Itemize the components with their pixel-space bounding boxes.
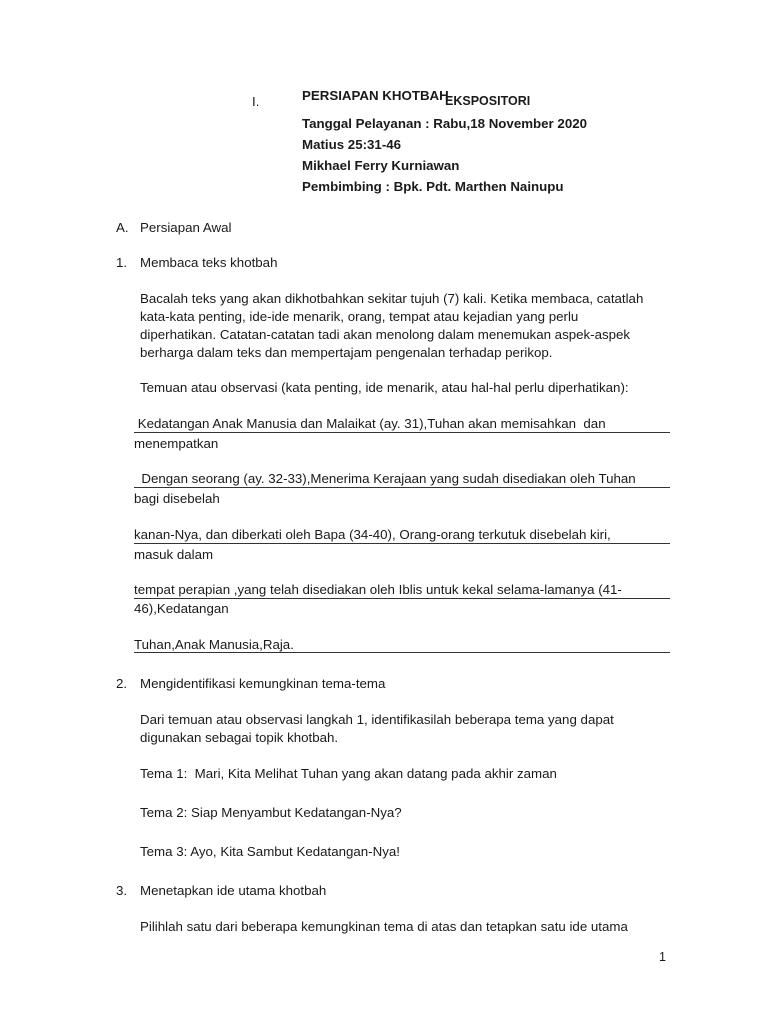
section-number: I. (252, 94, 260, 109)
step-1-paragraph-line: diperhatikan. Catatan-catatan tadi akan menolong dalam menemukan aspek-aspek (140, 327, 631, 342)
theme-item: Tema 2: Siap Menyambut Kedatangan-Nya? (140, 805, 402, 820)
supervisor: Pembimbing : Bpk. Pdt. Marthen Nainupu (302, 179, 564, 194)
finding-continuation: bagi disebelah (134, 491, 220, 506)
document-title: PERSIAPAN KHOTBAH (302, 88, 449, 103)
section-a-title: Persiapan Awal (140, 220, 232, 235)
finding-line: tempat perapian ,yang telah disediakan oleh Iblis untuk kekal selama-lamanya (41- (134, 582, 622, 597)
section-a-marker: A. (116, 220, 129, 235)
step-2-title: Mengidentifikasi kemungkinan tema-tema (140, 676, 386, 691)
finding-line: kanan-Nya, dan diberkati oleh Bapa (34-40), Orang-orang terkutuk disebelah kiri, (134, 527, 611, 542)
findings-label: Temuan atau observasi (kata penting, ide menarik, atau hal-hal perlu diperhatikan): (140, 380, 629, 395)
finding-line: Dengan seorang (ay. 32-33),Menerima Kerajaan yang sudah disediakan oleh Tuhan (134, 471, 636, 486)
finding-underline (134, 487, 670, 488)
step-2-paragraph-line: Dari temuan atau observasi langkah 1, identifikasilah beberapa tema yang dapat (140, 712, 614, 727)
theme-item: Tema 3: Ayo, Kita Sambut Kedatangan-Nya! (140, 844, 400, 859)
step-1-title: Membaca teks khotbah (140, 255, 278, 270)
theme-item: Tema 1: Mari, Kita Melihat Tuhan yang akan datang pada akhir zaman (140, 766, 557, 781)
finding-line: Tuhan,Anak Manusia,Raja. (134, 637, 294, 652)
step-3-marker: 3. (116, 883, 128, 898)
author-name: Mikhael Ferry Kurniawan (302, 158, 460, 173)
step-3-title: Menetapkan ide utama khotbah (140, 883, 327, 898)
document-subtitle: EKSPOSITORI (445, 94, 531, 108)
step-2-paragraph-line: digunakan sebagai topik khotbah. (140, 730, 339, 745)
finding-underline (134, 432, 670, 433)
finding-continuation: 46),Kedatangan (134, 601, 229, 616)
service-date: Tanggal Pelayanan : Rabu,18 November 2020 (302, 116, 588, 131)
step-1-marker: 1. (116, 255, 128, 270)
bible-passage: Matius 25:31-46 (302, 137, 402, 152)
step-1-paragraph-line: Bacalah teks yang akan dikhotbahkan sekitar tujuh (7) kali. Ketika membaca, catatlah (140, 291, 644, 306)
finding-continuation: masuk dalam (134, 547, 214, 562)
finding-underline (134, 652, 670, 653)
step-1-paragraph-line: kata-kata penting, ide-ide menarik, orang, tempat atau kejadian yang perlu (140, 309, 579, 324)
finding-underline (134, 543, 670, 544)
step-2-marker: 2. (116, 676, 128, 691)
step-3-paragraph-line: Pilihlah satu dari beberapa kemungkinan tema di atas dan tetapkan satu ide utama (140, 919, 628, 934)
step-1-paragraph-line: berharga dalam teks dan mempertajam pengenalan terhadap perikop. (140, 345, 553, 360)
finding-line: Kedatangan Anak Manusia dan Malaikat (ay. 31),Tuhan akan memisahkan dan (134, 416, 606, 431)
page-number: 1 (659, 950, 666, 964)
finding-continuation: menempatkan (134, 436, 219, 451)
